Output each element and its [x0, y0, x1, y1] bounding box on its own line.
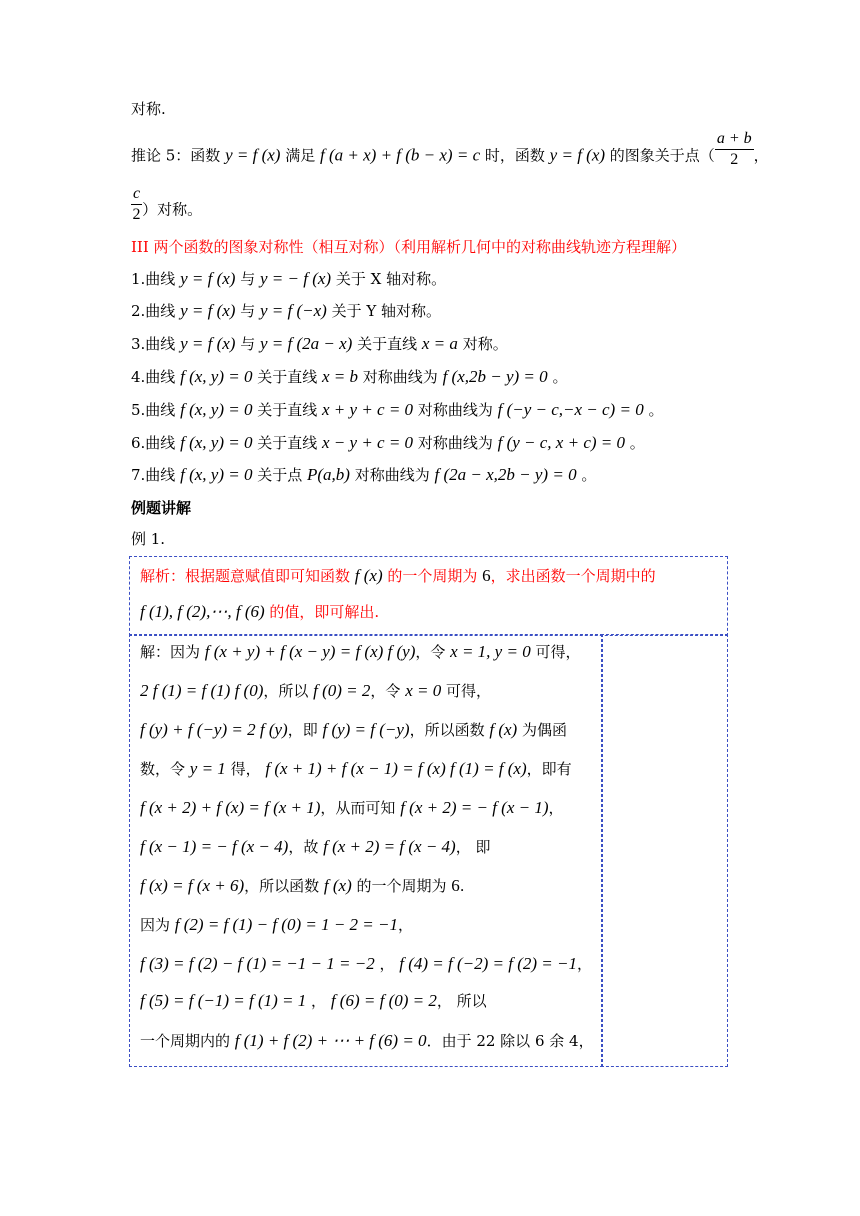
solution-line: 数，令 y = 1 得， f (x + 1) + f (x − 1) = f (x) f (1) = f (x)，即有	[140, 759, 572, 778]
symmetry-item-4: 4.曲线 f (x, y) = 0 关于直线 x = b 对称曲线为 f (x,2b − y) = 0 。	[131, 367, 568, 386]
solution-line: f (x + 2) + f (x) = f (x + 1)，从而可知 f (x + 2) = − f (x − 1)，	[140, 798, 564, 817]
example-1-label: 例 1.	[131, 530, 166, 548]
symmetry-item-2: 2.曲线 y = f (x) 与 y = f (−x) 关于 Y 轴对称。	[131, 301, 442, 320]
analysis-line-2: f (1), f (2),⋯, f (6) 的值，即可解出.	[140, 602, 380, 621]
examples-heading: 例题讲解	[131, 499, 192, 517]
symmetry-item-7: 7.曲线 f (x, y) = 0 关于点 P(a,b) 对称曲线为 f (2a − x,2b − y) = 0 。	[131, 465, 597, 484]
corollary-5-continued: $\frac{c}{2}$ ）对称。	[132, 185, 203, 223]
symmetry-item-5: 5.曲线 f (x, y) = 0 关于直线 x + y + c = 0 对称曲线为 f (−y − c,−x − c) = 0 。	[131, 400, 664, 419]
solution-line: f (x) = f (x + 6)，所以函数 f (x) 的一个周期为 6.	[140, 876, 465, 895]
solution-box	[129, 634, 603, 1067]
text-line: 对称.	[131, 100, 166, 118]
symmetry-item-6: 6.曲线 f (x, y) = 0 关于直线 x − y + c = 0 对称曲线为 f (y − c, x + c) = 0 。	[131, 433, 645, 452]
section-heading: III 两个函数的图象对称性（相互对称）（利用解析几何中的对称曲线轨迹方程理解）	[131, 238, 687, 256]
analysis-line-1: 解析：根据题意赋值即可知函数 f (x) 的一个周期为 6，求出函数一个周期中的	[140, 566, 656, 585]
analysis-box	[129, 556, 728, 636]
solution-line: 解：因为 f (x + y) + f (x − y) = f (x) f (y)，令 x = 1, y = 0 可得，	[140, 642, 581, 661]
symmetry-item-3: 3.曲线 y = f (x) 与 y = f (2a − x) 关于直线 x = a 对称。	[131, 334, 508, 353]
solution-line: f (5) = f (−1) = f (1) = 1 ， f (6) = f (0) = 2， 所以	[140, 991, 487, 1010]
fraction: $\frac{c}{2}$	[132, 185, 141, 223]
solution-line: f (y) + f (−y) = 2 f (y)，即 f (y) = f (−y)，所以函数 f (x) 为偶函	[140, 720, 567, 739]
solution-line: 因为 f (2) = f (1) − f (0) = 1 − 2 = −1，	[140, 915, 414, 934]
solution-line: f (x − 1) = − f (x − 4)，故 f (x + 2) = f (x − 4)， 即	[140, 837, 491, 856]
solution-line: f (3) = f (2) − f (1) = −1 − 1 = −2 ， f (4) = f (−2) = f (2) = −1，	[140, 954, 593, 973]
fraction: $\frac{a + b}{2}$	[716, 130, 752, 168]
solution-line: 一个周期内的 f (1) + f (2) + ⋯ + f (6) = 0．由于 22 除以 6 余 4，	[140, 1031, 594, 1050]
empty-table-cell	[601, 634, 728, 1067]
corollary-5-line: 推论 5：函数 y = f (x) 满足 f (a + x) + f (b − x) = c 时，函数 y = f (x) 的图象关于点（ $\frac{a + b}{2}$ ，	[131, 130, 769, 168]
solution-line: 2 f (1) = f (1) f (0)，所以 f (0) = 2，令 x = 0 可得，	[140, 681, 492, 700]
symmetry-item-1: 1.曲线 y = f (x) 与 y = − f (x) 关于 X 轴对称。	[131, 269, 447, 288]
